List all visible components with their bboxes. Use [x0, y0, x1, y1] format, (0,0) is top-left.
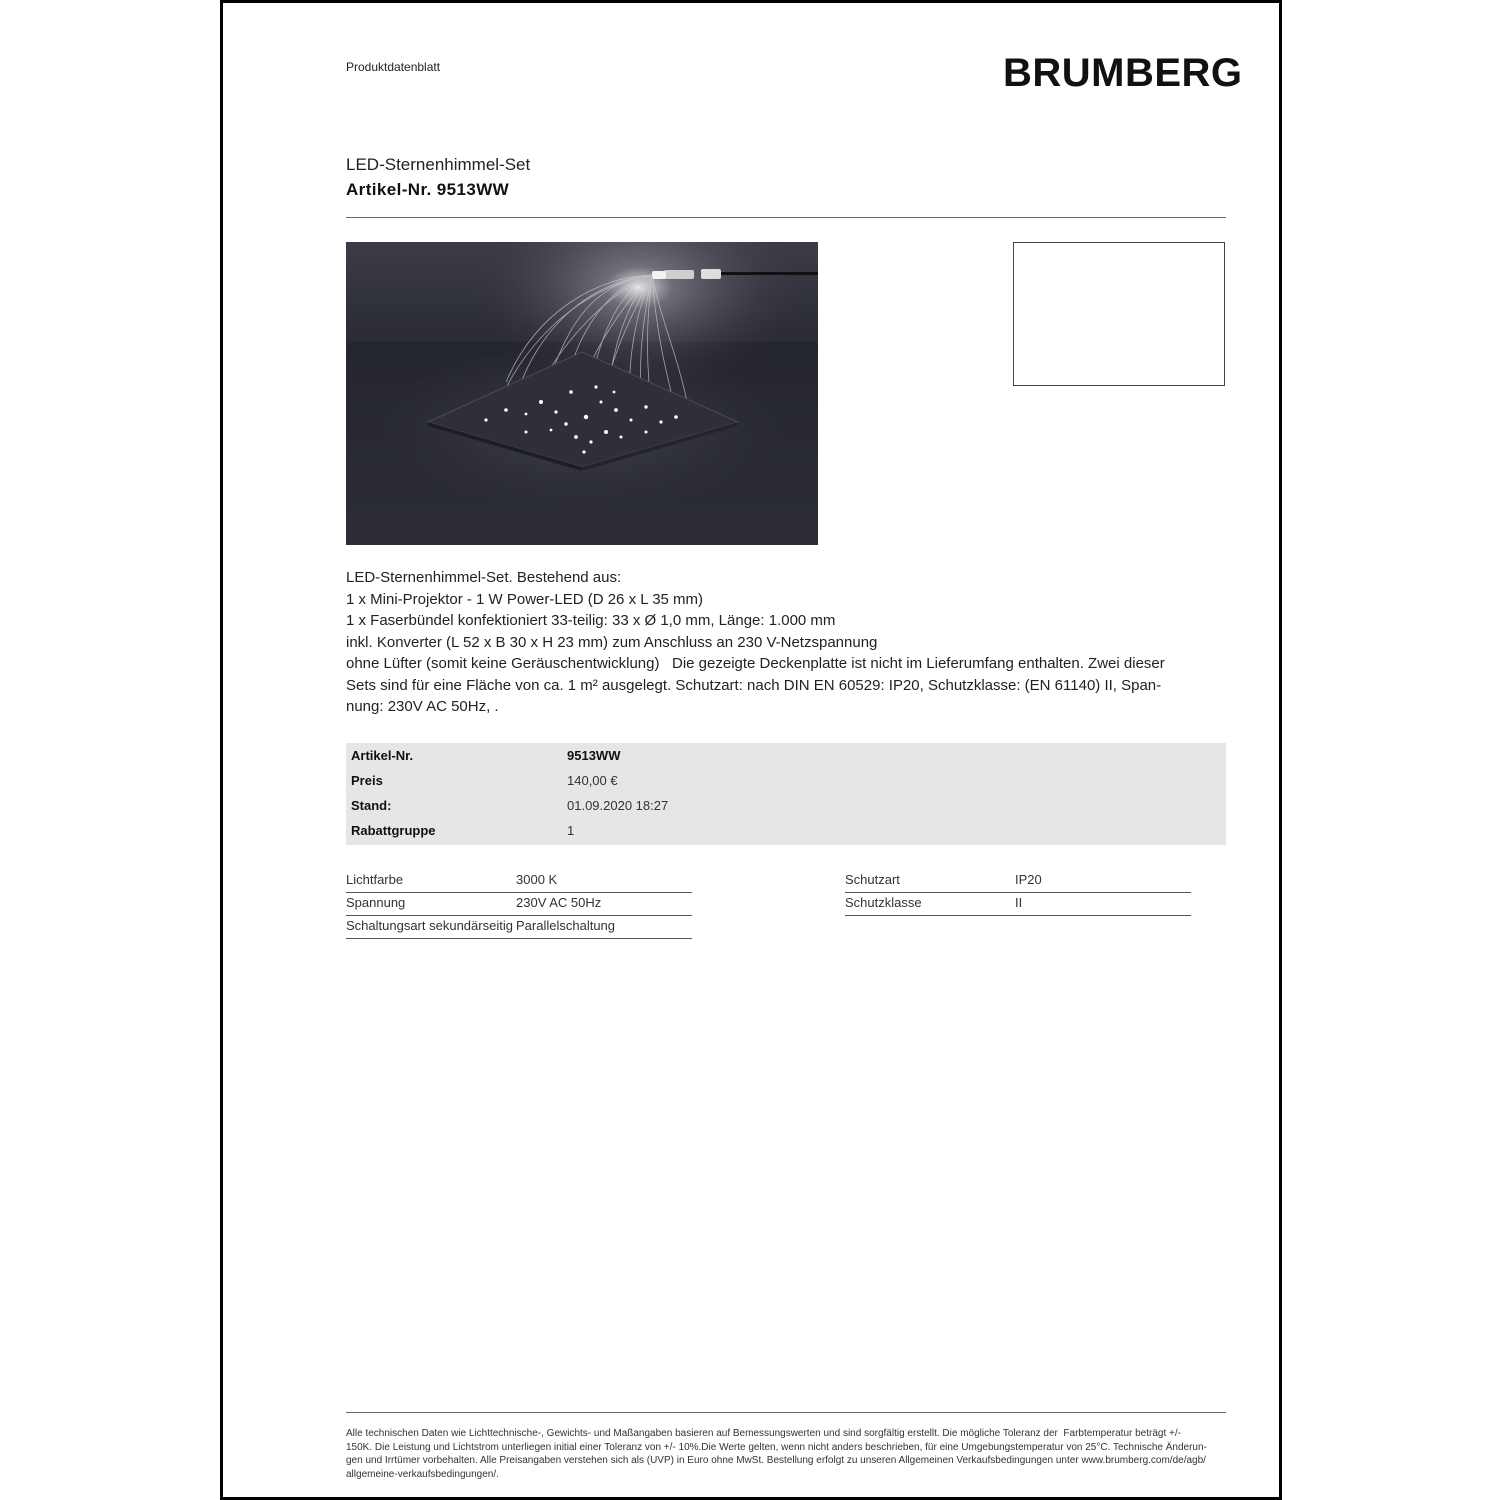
description-line: 1 x Faserbündel konfektioniert 33-teilig: 33 x Ø 1,0 mm, Länge: 1.000 mm [346, 612, 836, 629]
table-row [845, 893, 1191, 916]
spec-label: Lichtfarbe [346, 872, 404, 887]
description-line: inkl. Konverter (L 52 x B 30 x H 23 mm) zum Anschluss an 230 V-Netzspannung [346, 633, 878, 651]
spec-label: Schutzklasse [845, 895, 922, 910]
table-row [346, 916, 692, 939]
info-value: 01.09.2020 18:27 [567, 798, 669, 813]
spec-value: 3000 K [516, 872, 558, 887]
spec-value: IP20 [1015, 872, 1042, 887]
table-row [346, 770, 1226, 795]
spec-table-right [845, 870, 1191, 916]
footer-line: 150K. Die Leistung und Lichtstrom unterliegen initial einer Toleranz von +/- 10%.Die Werte gelten, wenn nicht anders beschrieben, für eine Umgebungstemperatur von 25°C. Technische Änderun- [346, 1441, 1207, 1453]
spec-value: II [1015, 895, 1023, 910]
document-type-label: Produktdatenblatt [346, 60, 441, 74]
spec-label: Schutzart [845, 872, 900, 887]
table-row [346, 795, 1226, 820]
header-divider [346, 217, 1226, 218]
spec-value: Parallelschaltung [516, 918, 616, 933]
table-row [346, 820, 1226, 845]
table-row [346, 893, 692, 916]
footer-line: allgemeine-verkaufsbedingungen/. [346, 1468, 499, 1480]
legal-footer [346, 1427, 1226, 1481]
spec-table-left [346, 870, 692, 939]
article-number-heading: Artikel-Nr. 9513WW [346, 180, 510, 199]
description-line: ohne Lüfter (somit keine Geräuschentwicklung) Die gezeigte Deckenplatte ist nicht im Lieferumfang enthalten. Zwei dieser [346, 655, 1165, 672]
table-row [346, 870, 692, 893]
spec-label: Schaltungsart sekundärseitig [346, 918, 513, 933]
brand-logo: BRUMBERG [1003, 51, 1243, 95]
article-info-table [346, 743, 1226, 845]
description-line: Sets sind für eine Fläche von ca. 1 m² ausgelegt. Schutzart: nach DIN EN 60529: IP20, Schutzklasse: (EN 61140) II, Span- [346, 676, 1162, 694]
spec-value: 230V AC 50Hz [516, 895, 602, 910]
info-label: Rabattgruppe [351, 823, 436, 838]
info-label: Stand: [351, 798, 392, 813]
description-line: nung: 230V AC 50Hz, . [346, 698, 499, 715]
product-photo [346, 242, 818, 545]
product-description [346, 567, 1206, 718]
footer-line: gen und Irrtümer vorbehalten. Alle Preisangaben verstehen sich als (UVP) in Euro ohne MwSt. Bestellung erfolgt zu unseren Allgemeinen Verkaufsbedingungen unter www.brumberg.com/de/agb/ [346, 1455, 1206, 1466]
product-title: LED-Sternenhimmel-Set [346, 155, 531, 174]
description-line: 1 x Mini-Projektor - 1 W Power-LED (D 26 x L 35 mm) [346, 590, 704, 608]
table-row [346, 745, 1226, 770]
info-label: Preis [351, 773, 383, 788]
info-value: 9513WW [567, 748, 621, 763]
footer-line: Alle technischen Daten wie Lichttechnische-, Gewichts- und Maßangaben basieren auf Bemessungswerten und sind sorgfältig erstellt. Die mögliche Toleranz der Farbtemperatur beträgt +/- [346, 1428, 1181, 1439]
table-row [845, 870, 1191, 893]
spec-label: Spannung [346, 895, 406, 910]
image-placeholder-frame [1013, 242, 1225, 386]
info-label: Artikel-Nr. [351, 748, 414, 763]
footer-divider [346, 1412, 1226, 1413]
info-value: 140,00 € [567, 773, 618, 788]
info-value: 1 [567, 823, 575, 838]
description-line: LED-Sternenhimmel-Set. Bestehend aus: [346, 569, 622, 586]
datasheet-page [220, 0, 1282, 1500]
